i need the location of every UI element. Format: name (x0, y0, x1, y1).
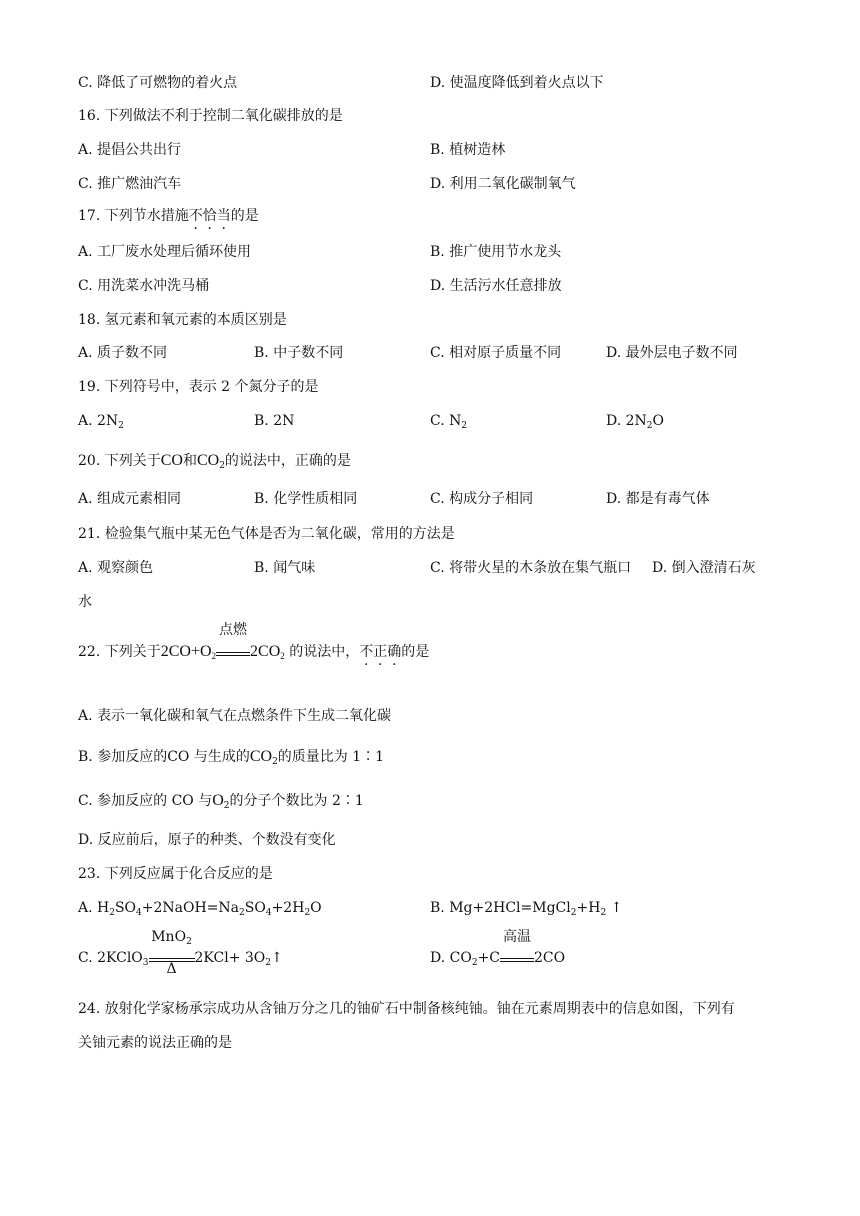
q19-option-a: A. $2N_2$ (78, 413, 124, 431)
q17-options-row-2 (0, 274, 860, 298)
q18-options-row (0, 341, 860, 365)
q15-option-d: D. 使温度降低到着火点以下 (430, 75, 604, 91)
q22-option-c: C. 参加反应的 CO 与$O_2$的分子个数比为 2∶1 (78, 792, 364, 811)
q21-options-row (0, 556, 860, 580)
q16-option-a: A. 提倡公共出行 (78, 142, 182, 158)
emphasis-dot-char: 不 (188, 208, 203, 224)
q21-option-c: C. 将带火星的木条放在集气瓶口 (430, 560, 632, 576)
q20-stem: 20. 下列关于CO和$CO_2$的说法中，正确的是 (78, 452, 351, 471)
q18-option-d: D. 最外层电子数不同 (606, 345, 738, 361)
q18-option-c: C. 相对原子质量不同 (430, 345, 562, 361)
q23-option-b: B. $Mg+2HCl=MgCl_2+H_2$ ↑ (430, 900, 623, 918)
q21-option-a: A. 观察颜色 (78, 560, 154, 576)
q19-options-row (0, 409, 860, 433)
q16-stem: 16. 下列做法不利于控制二氧化碳排放的是 (78, 108, 343, 124)
q16-option-b: B. 植树造林 (430, 142, 506, 158)
q23-option-a: A. $H_2SO_4+2NaOH=Na_2SO_4+2H_2O$ (78, 900, 322, 918)
q18-stem: 18. 氢元素和氧元素的本质区别是 (78, 312, 287, 328)
q22-option-b: B. 参加反应的CO 与生成的$CO_2$的质量比为 1∶1 (78, 748, 385, 767)
q24-stem-line-2: 关铀元素的说法正确的是 (78, 1035, 232, 1051)
q16-option-c: C. 推广燃油汽车 (78, 176, 182, 192)
q17-stem: 17. 下列节水措施不恰当的是 (78, 208, 259, 224)
emphasis-dot-char: 确 (387, 644, 402, 660)
q16-options-row-1 (0, 138, 860, 162)
q20-option-b: B. 化学性质相同 (254, 491, 358, 507)
q19-option-c: C. $N_2$ (430, 413, 468, 431)
q24-stem-line-1: 24. 放射化学家杨承宗成功从含铀万分之几的铀矿石中制备核纯铀。铀在元素周期表中的信息如图，下列有 (78, 1001, 735, 1017)
q20-option-c: C. 构成分子相同 (430, 491, 534, 507)
q17-option-c: C. 用洗菜水冲洗马桶 (78, 278, 210, 294)
emphasis-dot-char: 恰 (202, 208, 217, 224)
q23-option-d: D. $CO_2+C$ 高温 2CO (430, 929, 566, 968)
emphasis-dot-char: 正 (373, 644, 388, 660)
q16-option-d: D. 利用二氧化碳制氧气 (430, 176, 576, 192)
q23-options-row-2 (0, 929, 860, 977)
q23-option-c: C. 2KClO$_3$ MnO$_2$ Δ $2KCl+ 3O_2↑$ (78, 929, 283, 977)
q19-stem: 19. 下列符号中，表示 2 个氮分子的是 (78, 379, 319, 395)
q18-option-b: B. 中子数不同 (254, 345, 344, 361)
q16-options-row-2 (0, 172, 860, 196)
q21-stem: 21. 检验集气瓶中某无色气体是否为二氧化碳，常用的方法是 (78, 526, 455, 542)
q18-option-a: A. 质子数不同 (78, 345, 168, 361)
q15-options-row (0, 71, 860, 95)
q17-option-d: D. 生活污水任意排放 (430, 278, 562, 294)
q21-option-b: B. 闻气味 (254, 560, 316, 576)
emphasis-dot-char: 不 (359, 644, 374, 660)
q20-options-row (0, 487, 860, 511)
q22-option-a: A. 表示一氧化碳和氧气在点燃条件下生成二氧化碳 (78, 708, 392, 724)
q20-option-a: A. 组成元素相同 (78, 491, 182, 507)
q19-option-b: B. 2N (254, 413, 295, 429)
q22-stem: 22. 下列关于$2CO+O_2$ 点燃 $2CO_2$ 的说法中，不正确的是 (78, 623, 430, 661)
q22-option-d: D. 反应前后，原子的种类、个数没有变化 (78, 832, 336, 848)
q23-stem: 23. 下列反应属于化合反应的是 (78, 866, 273, 882)
q22-equation: $2CO+O_2$ 点燃 $2CO_2$ (160, 623, 285, 661)
q20-option-d: D. 都是有毒气体 (606, 491, 710, 507)
q17-options-row-1 (0, 240, 860, 264)
q23-options-row-1 (0, 896, 860, 920)
q21-option-d-continued: 水 (78, 594, 92, 610)
q17-option-b: B. 推广使用节水龙头 (430, 244, 562, 260)
q21-option-d: D. 倒入澄清石灰 (652, 560, 756, 576)
emphasis-dot-char: 当 (216, 208, 231, 224)
q15-option-c: C. 降低了可燃物的着火点 (78, 75, 238, 91)
q17-option-a: A. 工厂废水处理后循环使用 (78, 244, 252, 260)
q19-option-d: D. $2N_2O$ (606, 413, 665, 431)
